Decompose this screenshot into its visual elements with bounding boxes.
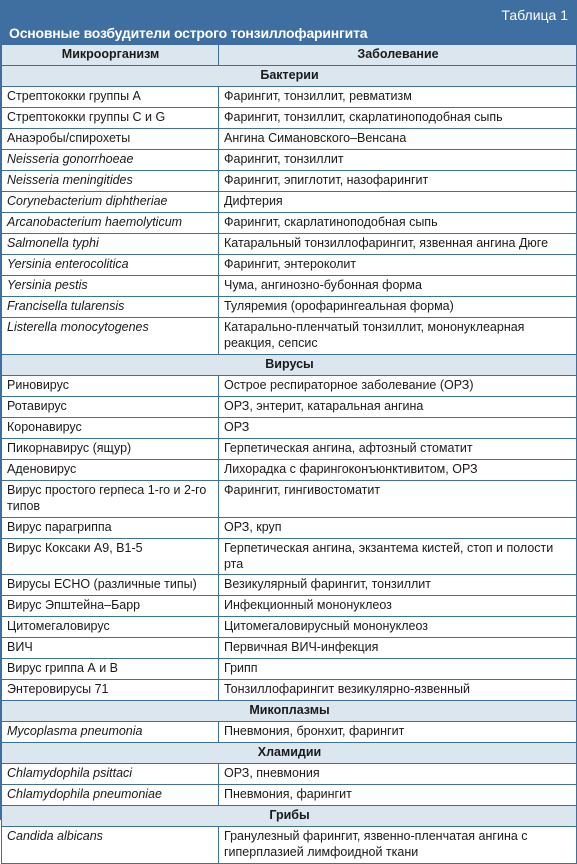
disease-cell: Инфекционный мононуклеоз <box>219 596 577 617</box>
table-row <box>2 785 577 806</box>
section-title: Бактерии <box>2 66 577 87</box>
organism-cell: Пикорнавирус (ящур) <box>2 439 219 460</box>
organism-cell: Вирус парагриппа <box>2 518 219 539</box>
table-row <box>2 518 577 539</box>
disease-cell: Катаральный тонзиллофарингит, язвенная ангина Дюге <box>219 234 577 255</box>
table-row <box>2 318 577 355</box>
organism-cell: Neisseria gonorrhoeae <box>2 150 219 171</box>
organism-cell: Ротавирус <box>2 397 219 418</box>
organism-cell: Энтеровирусы 71 <box>2 680 219 701</box>
section-title: Хламидии <box>2 743 577 764</box>
organism-cell: Salmonella typhi <box>2 234 219 255</box>
organism-cell: Вирусы ECHO (различные типы) <box>2 575 219 596</box>
table-row <box>2 539 577 575</box>
organism-cell: Риновирус <box>2 376 219 397</box>
disease-cell: Фарингит, эпиглотит, назофарингит <box>219 171 577 192</box>
table-row <box>2 108 577 129</box>
table-row <box>2 575 577 596</box>
organism-cell: Yersinia pestis <box>2 276 219 297</box>
table-title: Основные возбудители острого тонзиллофарингита <box>9 25 368 41</box>
disease-cell: Фарингит, скарлатиноподобная сыпь <box>219 213 577 234</box>
organism-cell: Francisella tularensis <box>2 297 219 318</box>
table-row <box>2 255 577 276</box>
organism-cell: Вирус гриппа А и В <box>2 659 219 680</box>
organism-cell: Цитомегаловирус <box>2 617 219 638</box>
disease-cell: Пневмония, бронхит, фарингит <box>219 722 577 743</box>
table-row <box>2 276 577 297</box>
table-row <box>2 680 577 701</box>
section-row <box>2 806 577 827</box>
table-row <box>2 659 577 680</box>
disease-cell: Лихорадка с фарингоконъюнктивитом, ОРЗ <box>219 460 577 481</box>
disease-cell: Ангина Симановского–Венсана <box>219 129 577 150</box>
organism-cell: Анаэробы/спирохеты <box>2 129 219 150</box>
organism-cell: Mycoplasma pneumonia <box>2 722 219 743</box>
disease-cell: Катарально-пленчатый тонзиллит, мононуклеарная реакция, сепсис <box>219 318 577 355</box>
table-row <box>2 234 577 255</box>
table-body <box>2 66 577 864</box>
table-row <box>2 87 577 108</box>
section-row <box>2 743 577 764</box>
table-number: Таблица 1 <box>501 7 568 23</box>
disease-cell: Фарингит, гингивостоматит <box>219 481 577 518</box>
organism-cell: Вирус простого герпеса 1-го и 2-го типов <box>2 481 219 518</box>
table-row <box>2 722 577 743</box>
section-row <box>2 66 577 87</box>
table-row <box>2 418 577 439</box>
organism-cell: Аденовирус <box>2 460 219 481</box>
table-row <box>2 213 577 234</box>
organism-cell: Listerella monocytogenes <box>2 318 219 355</box>
disease-cell: Грипп <box>219 659 577 680</box>
disease-cell: Везикулярный фарингит, тонзиллит <box>219 575 577 596</box>
disease-cell: Гранулезный фарингит, язвенно-пленчатая ангина с гиперплазией лимфоидной ткани <box>219 827 577 864</box>
table-row <box>2 129 577 150</box>
table-row <box>2 596 577 617</box>
organism-cell: Chlamydophila pneumoniae <box>2 785 219 806</box>
section-row <box>2 701 577 722</box>
disease-cell: ОРЗ, энтерит, катаральная ангина <box>219 397 577 418</box>
disease-cell: Дифтерия <box>219 192 577 213</box>
disease-cell: Тонзиллофарингит везикулярно-язвенный <box>219 680 577 701</box>
section-row <box>2 355 577 376</box>
disease-cell: ОРЗ, круп <box>219 518 577 539</box>
disease-cell: ОРЗ <box>219 418 577 439</box>
table-row <box>2 460 577 481</box>
disease-cell: Герпетическая ангина, афтозный стоматит <box>219 439 577 460</box>
pathogens-table <box>1 44 577 864</box>
disease-cell: Герпетическая ангина, экзантема кистей, стоп и полости рта <box>219 539 577 575</box>
section-title: Микоплазмы <box>2 701 577 722</box>
disease-cell: Туляремия (орофарингеальная форма) <box>219 297 577 318</box>
organism-cell: Corynebacterium diphtheriae <box>2 192 219 213</box>
table-row <box>2 617 577 638</box>
disease-cell: Острое респираторное заболевание (ОРЗ) <box>219 376 577 397</box>
table-row <box>2 150 577 171</box>
organism-cell: Neisseria meningitides <box>2 171 219 192</box>
organism-cell: Стрептококки группы А <box>2 87 219 108</box>
organism-cell: ВИЧ <box>2 638 219 659</box>
table-row <box>2 827 577 864</box>
disease-cell: Первичная ВИЧ-инфекция <box>219 638 577 659</box>
organism-cell: Коронавирус <box>2 418 219 439</box>
disease-cell: Фарингит, тонзиллит, скарлатиноподобная сыпь <box>219 108 577 129</box>
disease-cell: ОРЗ, пневмония <box>219 764 577 785</box>
disease-cell: Пневмония, фарингит <box>219 785 577 806</box>
disease-cell: Чума, ангинозно-бубонная форма <box>219 276 577 297</box>
organism-cell: Вирус Коксаки А9, В1-5 <box>2 539 219 575</box>
table-row <box>2 481 577 518</box>
section-title: Грибы <box>2 806 577 827</box>
organism-cell: Candida albicans <box>2 827 219 864</box>
organism-cell: Chlamydophila psittaci <box>2 764 219 785</box>
table-row <box>2 439 577 460</box>
column-header-organism: Микроорганизм <box>2 45 219 66</box>
table-row <box>2 764 577 785</box>
disease-cell: Фарингит, энтероколит <box>219 255 577 276</box>
disease-cell: Фарингит, тонзиллит <box>219 150 577 171</box>
organism-cell: Arcanobacterium haemolyticum <box>2 213 219 234</box>
organism-cell: Стрептококки группы С и G <box>2 108 219 129</box>
table-row <box>2 297 577 318</box>
organism-cell: Yersinia enterocolitica <box>2 255 219 276</box>
disease-cell: Фарингит, тонзиллит, ревматизм <box>219 87 577 108</box>
organism-cell: Вирус Эпштейна–Барр <box>2 596 219 617</box>
section-title: Вирусы <box>2 355 577 376</box>
table-row <box>2 376 577 397</box>
column-header-row <box>2 45 577 66</box>
table-row <box>2 171 577 192</box>
table-row <box>2 397 577 418</box>
table-row <box>2 192 577 213</box>
column-header-disease: Заболевание <box>219 45 577 66</box>
table-header <box>1 1 576 44</box>
table-row <box>2 638 577 659</box>
disease-cell: Цитомегаловирусный мононуклеоз <box>219 617 577 638</box>
